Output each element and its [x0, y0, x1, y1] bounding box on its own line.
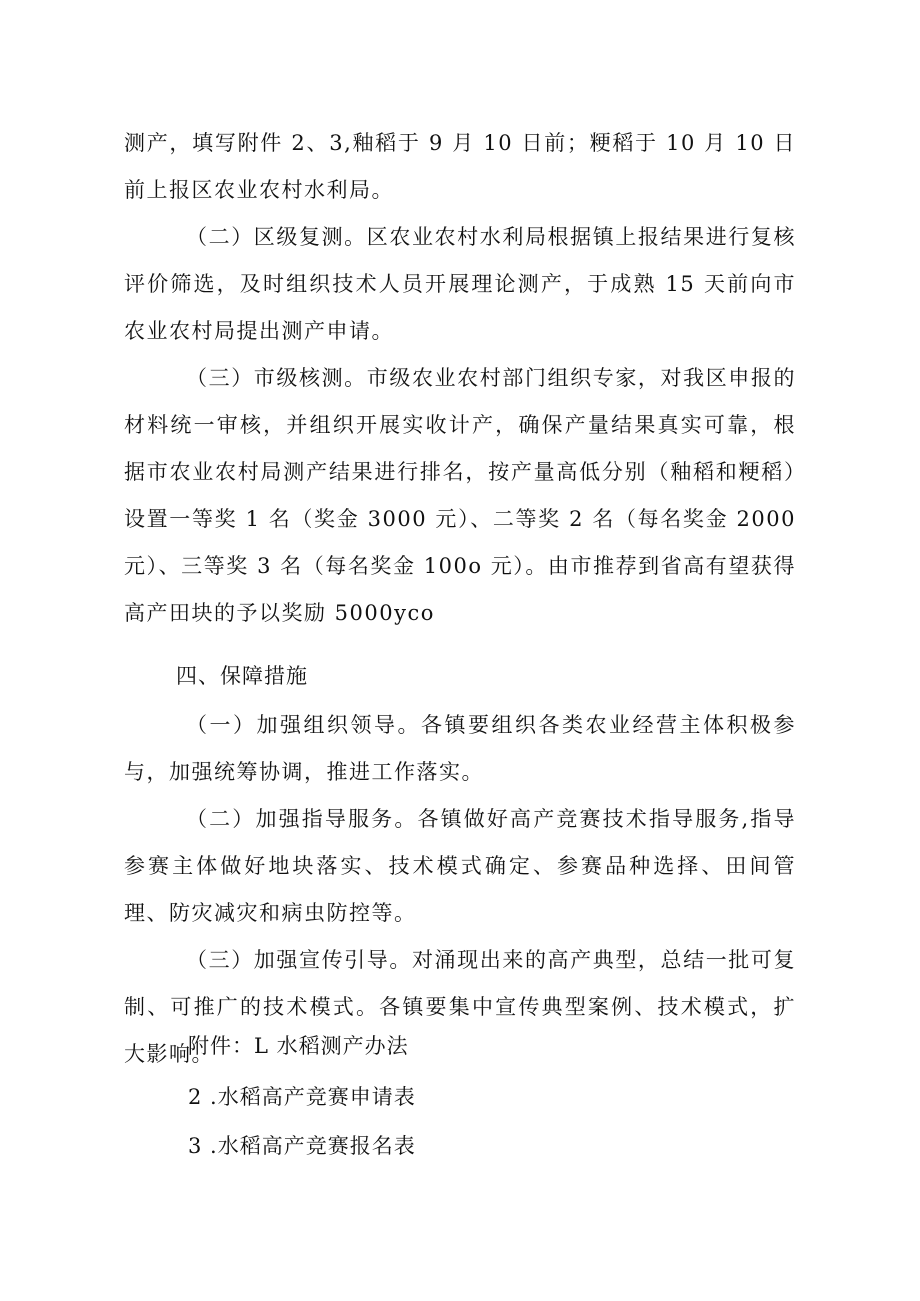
section-heading-safeguards: 四、保障措施	[176, 664, 308, 688]
attachment-item-2: 2 .水稻高产竞赛申请表	[188, 1085, 416, 1109]
paragraph-report-deadline: 测产，填写附件 2、3,釉稻于 9 月 10 日前；粳稻于 10 月 10 日前上报区农业农村水利局。	[124, 131, 796, 202]
paragraph-publicity: （三）加强宣传引导。对涌现出来的高产典型，总结一批可复制、可推广的技术模式。各镇要集中宣传典型案例、技术模式，扩大影响。	[124, 948, 796, 1066]
attachment-item-3: 3 .水稻高产竞赛报名表	[188, 1134, 416, 1158]
paragraph-guidance-service: （二）加强指导服务。各镇做好高产竞赛技术指导服务,指导参赛主体做好地块落实、技术模式确定、参赛品种选择、田间管理、防灾减灾和病虫防控等。	[124, 807, 796, 925]
attachment-heading: 附件：L 水稻测产办法	[188, 1034, 409, 1058]
paragraph-organization-leadership: （一）加强组织领导。各镇要组织各类农业经营主体积极参与，加强统筹协调，推进工作落实。	[124, 713, 796, 784]
paragraph-district-review: （二）区级复测。区农业农村水利局根据镇上报结果进行复核评价筛选，及时组织技术人员开展理论测产，于成熟 15 天前向市农业农村局提出测产申请。	[124, 225, 796, 343]
paragraph-city-review: （三）市级核测。市级农业农村部门组织专家，对我区申报的材料统一审核，并组织开展实收计产，确保产量结果真实可靠，根据市农业农村局测产结果进行排名，按产量高低分别（釉稻和粳稻）设置一等奖 1 名（奖金 3000 元）、二等奖 2 名（每名奖金 2000 元）、三等奖 3 名（每名奖金 100o 元）。由市推荐到省高有望获得高产田块的予以奖励 5000yco	[124, 366, 796, 625]
